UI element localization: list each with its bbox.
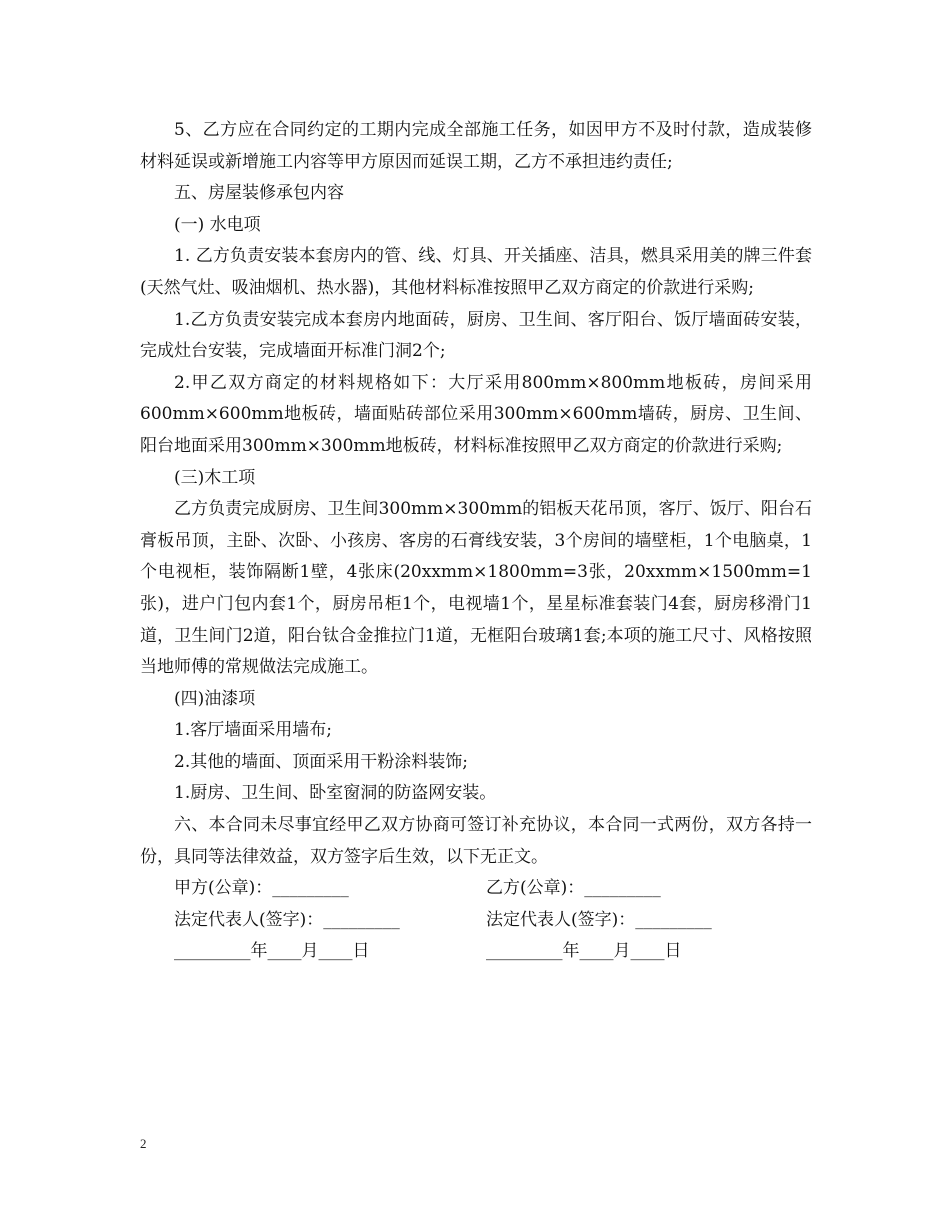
party-a-date: _________年____月____日 (174, 941, 370, 962)
clause-delay-liability: 5、乙方应在合同约定的工期内完成全部施工任务，如因甲方不及时付款，造成装修材料延误或新增施工内容等甲方原因而延误工期，乙方不承担违约责任; (140, 120, 812, 172)
party-b-representative: 法定代表人(签字)：_________ (486, 909, 712, 930)
subsection-heading-carpentry: (三)木工项 (174, 467, 256, 488)
subsection-heading-painting: (四)油漆项 (174, 688, 256, 709)
party-a-seal: 甲方(公章)：_________ (174, 878, 349, 899)
signature-row-seal (140, 873, 812, 905)
contract-body (140, 115, 812, 968)
clause-material-specs: 2.甲乙双方商定的材料规格如下：大厅采用800mm×800mm地板砖，房间采用600mm×600mm地板砖，墙面贴砖部位采用300mm×600mm墙砖，厨房、卫生间、阳台地面采用300mm×300mm地板砖，材料标准按照甲乙双方商定的价款进行采购; (140, 372, 812, 456)
party-b-seal: 乙方(公章)：_________ (486, 878, 661, 899)
party-a-representative: 法定代表人(签字)：_________ (174, 909, 400, 930)
page-number: 2 (140, 1136, 147, 1151)
clause-tile-install: 1.乙方负责安装完成本套房内地面砖，厨房、卫生间、客厅阳台、饭厅墙面砖安装，完成灶台安装，完成墙面开标准门洞2个; (140, 309, 812, 362)
clause-carpentry-work: 乙方负责完成厨房、卫生间300mm×300mm的铝板天花吊顶，客厅、饭厅、阳台石膏板吊顶，主卧、次卧、小孩房、客房的石膏线安装，3个房间的墙壁柜，1个电脑桌，1个电视柜，装饰隔断1壁，4张床(20xxmm×1800mm=3张，20xxmm×1500mm=1张)，进户门包内套1个，厨房吊柜1个，电视墙1个，星星标准套装门4套，厨房移滑门1道，卫生间门2道，阳台钛合金推拉门1道，无框阳台玻璃1套;本项的施工尺寸、风格按照当地师傅的常规做法完成施工。 (140, 499, 812, 678)
subsection-heading-plumbing-electrical: (一) 水电项 (174, 214, 261, 235)
clause-security-grills: 1.厨房、卫生间、卧室窗洞的防盗网安装。 (174, 783, 497, 804)
clause-final-terms: 六、本合同未尽事宜经甲乙双方协商可签订补充协议，本合同一式两份，双方各持一份，具同等法律效益，双方签字后生效，以下无正文。 (140, 815, 812, 867)
clause-fixtures-install: 1. 乙方负责安装本套房内的管、线、灯具、开关插座、洁具，燃具采用美的牌三件套(天然气灶、吸油烟机、热水器)，其他材料标准按照甲乙双方商定的价款进行采购; (140, 246, 812, 298)
party-b-date: _________年____月____日 (486, 941, 682, 962)
clause-living-room-wall: 1.客厅墙面采用墙布; (174, 720, 332, 741)
section-heading-scope: 五、房屋装修承包内容 (174, 183, 344, 204)
signature-row-date (140, 936, 812, 968)
clause-other-walls: 2.其他的墙面、顶面采用干粉涂料装饰; (174, 751, 468, 772)
signature-row-representative (140, 905, 812, 937)
